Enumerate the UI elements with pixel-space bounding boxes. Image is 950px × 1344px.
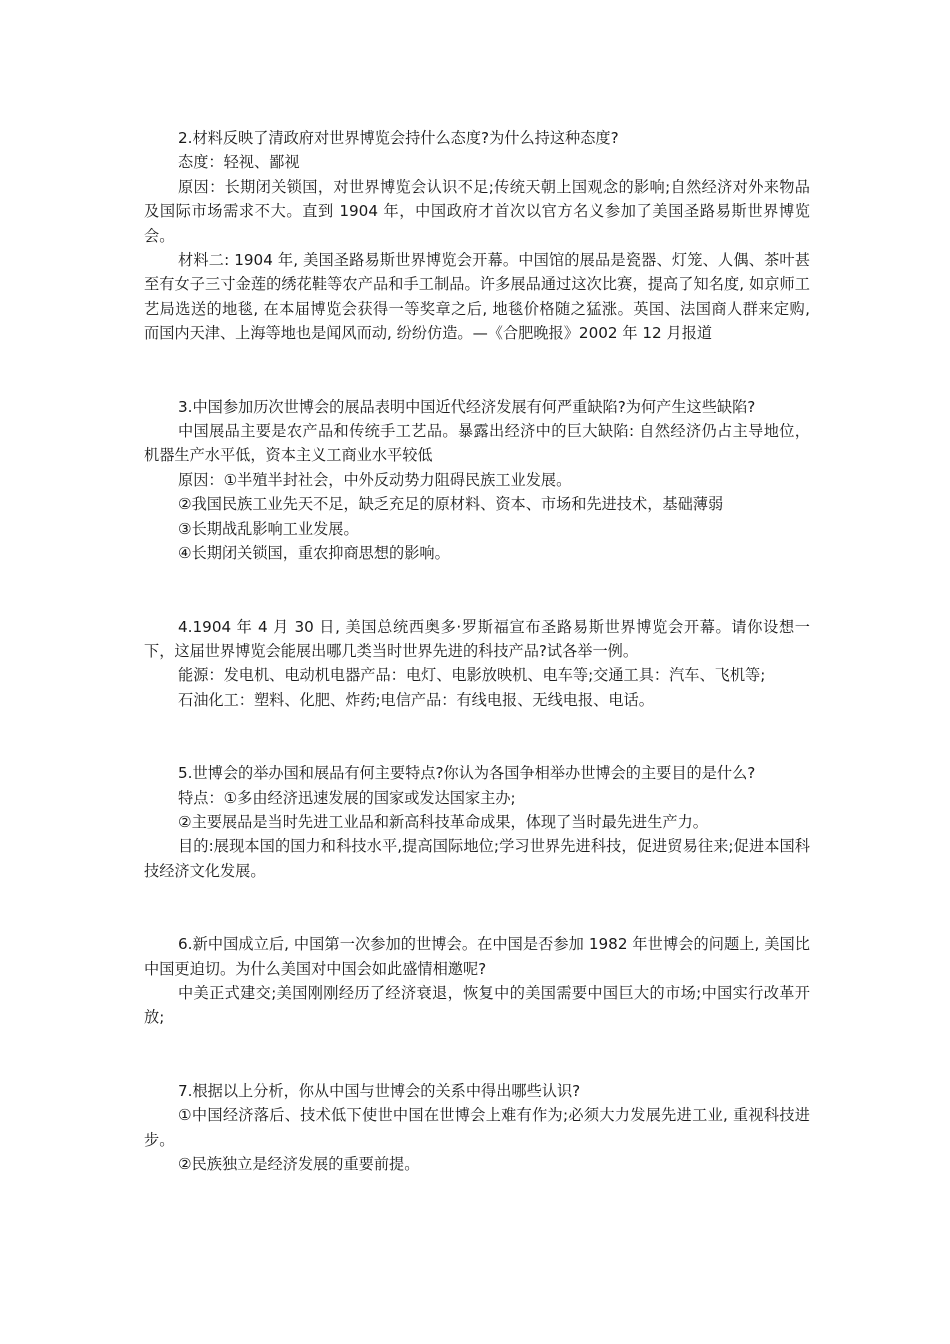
question-4-answer-1: 能源：发电机、电动机电器产品：电灯、电影放映机、电车等;交通工具：汽车、飞机等; xyxy=(178,666,766,685)
question-7-answer-2: ②民族独立是经济发展的重要前提。 xyxy=(178,1155,420,1173)
question-3-reason-2: ②我国民族工业先天不足，缺乏充足的原材料、资本、市场和先进技术，基础薄弱 xyxy=(178,495,724,514)
question-6-answer: 中美正式建交;美国刚刚经历了经济衰退，恢复中的美国需要中国巨大的市场;中国实行改革开放; xyxy=(144,983,810,1027)
section-question-7 xyxy=(144,1079,810,1177)
question-2-attitude: 态度：轻视、鄙视 xyxy=(178,153,300,172)
question-2-heading: 2.材料反映了清政府对世界博览会持什么态度?为什么持这种态度? xyxy=(178,129,619,147)
question-7-heading: 7.根据以上分析，你从中国与世博会的关系中得出哪些认识? xyxy=(178,1081,581,1100)
document-body xyxy=(144,126,810,1176)
section-question-4 xyxy=(144,615,810,713)
question-2-reason: 原因：长期闭关锁国，对世界博览会认识不足;传统天朝上国观念的影响;自然经济对外来物品及国际市场需求不大。直到 1904 年，中国政府才首次以官方名义参加了美国圣路易斯世界博览会。 xyxy=(144,177,810,245)
question-7-answer-1: ①中国经济落后、技术低下使世中国在世博会上难有作为;必须大力发展先进工业, 重视科技进步。 xyxy=(144,1106,810,1149)
question-3-heading: 3.中国参加历次世博会的展品表明中国近代经济发展有何严重缺陷?为何产生这些缺陷? xyxy=(178,397,756,416)
question-5-feature-1: 特点：①多由经济迅速发展的国家或发达国家主办; xyxy=(178,788,516,807)
question-5-feature-2: ②主要展品是当时先进工业品和新高科技革命成果，体现了当时最先进生产力。 xyxy=(178,812,708,831)
question-5-heading: 5.世博会的举办国和展品有何主要特点?你认为各国争相举办世博会的主要目的是什么? xyxy=(178,764,756,783)
question-3-reason-3: ③长期战乱影响工业发展。 xyxy=(178,519,359,538)
question-3-reason-1: 原因：①半殖半封社会，中外反动势力阻碍民族工业发展。 xyxy=(178,470,572,489)
question-5-purpose: 目的:展现本国的国力和科技水平,提高国际地位;学习世界先进科技，促进贸易往来;促进本国科技经济文化发展。 xyxy=(144,837,810,880)
section-question-3 xyxy=(144,395,810,566)
question-6-heading: 6.新中国成立后, 中国第一次参加的世博会。在中国是否参加 1982 年世博会的问题上, 美国比中国更迫切。为什么美国对中国会如此盛情相邀呢? xyxy=(144,935,810,978)
question-3-reason-4: ④长期闭关锁国，重农抑商思想的影响。 xyxy=(178,544,450,563)
material-two: 材料二: 1904 年, 美国圣路易斯世界博览会开幕。中国馆的展品是瓷器、灯笼、人偶、茶叶甚至有女子三寸金莲的绣花鞋等农产品和手工制品。许多展品通过这次比赛，提高了知名度, 如京师工艺局选送的地毯, 在本届博览会获得一等奖章之后, 地毯价格随之猛涨。英国、法国商人群来定购, 而国内天津、上海等地也是闻风而动, 纷纷仿造。—《合肥晚报》2002 年 12 月报道 xyxy=(144,251,810,343)
section-question-5 xyxy=(144,761,810,883)
question-4-heading: 4.1904 年 4 月 30 日, 美国总统西奥多·罗斯福宣布圣路易斯世界博览会开幕。请你设想一下，这届世界博览会能展出哪几类当时世界先进的科技产品?试各举一例。 xyxy=(144,617,810,660)
question-4-answer-2: 石油化工：塑料、化肥、炸药;电信产品：有线电报、无线电报、电话。 xyxy=(178,690,654,709)
question-3-answer: 中国展品主要是农产品和传统手工艺品。暴露出经济中的巨大缺陷: 自然经济仍占主导地位，机器生产水平低，资本主义工商业水平较低 xyxy=(144,422,810,465)
section-question-2 xyxy=(144,126,810,346)
section-question-6 xyxy=(144,932,810,1030)
